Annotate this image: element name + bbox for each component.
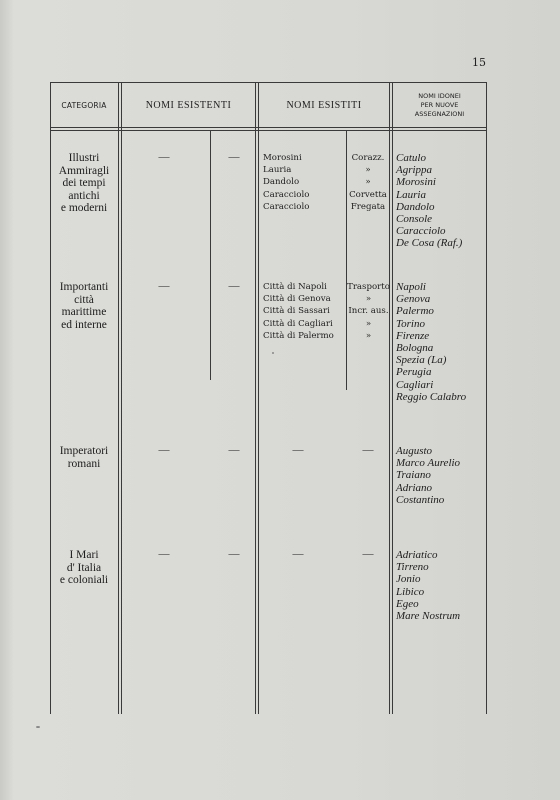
esistenti-dash: — xyxy=(158,548,170,560)
list-item: Città di Genova xyxy=(263,294,331,305)
list-item: Dandolo xyxy=(263,177,300,188)
esistenti-dash: — xyxy=(158,444,170,456)
list-item: Città di Cagliari xyxy=(263,318,333,329)
list-item: Trasporto xyxy=(347,282,390,292)
category-line: ed interne xyxy=(61,318,107,331)
list-item: Città di Napoli xyxy=(263,282,327,292)
list-item: Torino xyxy=(396,317,425,330)
category-line: Imperatori xyxy=(59,445,109,457)
list-item: » xyxy=(365,318,372,329)
list-item: De Cosa (Raf.) xyxy=(396,237,463,250)
esistenti-dash: — xyxy=(158,151,170,163)
esistiti-dash: — xyxy=(362,444,374,456)
esistiti-dash: — xyxy=(292,548,304,560)
esistiti-names-list xyxy=(263,152,345,213)
list-item: Costantino xyxy=(396,493,445,506)
header-nomi-idonei xyxy=(393,82,486,128)
list-item: Jonio xyxy=(396,573,421,586)
header-nomi-esistenti: NOMI ESISTENTI xyxy=(145,99,232,111)
list-item: Palermo xyxy=(396,305,434,318)
category-line: Ammiragli xyxy=(58,164,110,177)
category-line: I Mari xyxy=(69,549,99,561)
list-item: Mare Nostrum xyxy=(396,610,461,623)
esistiti-dash: — xyxy=(292,444,304,456)
category-line: Illustri xyxy=(68,152,100,164)
list-item: Morosini xyxy=(396,176,436,189)
list-item: Console xyxy=(396,213,433,226)
list-item: Perugia xyxy=(396,366,432,379)
list-item: Napoli xyxy=(396,281,426,293)
list-item: Reggio Calabro xyxy=(396,390,467,403)
category-cell xyxy=(50,549,118,587)
category-line: città xyxy=(74,293,94,306)
list-item: Catulo xyxy=(396,152,426,164)
list-item: » xyxy=(365,177,371,188)
scan-speck xyxy=(272,352,274,354)
esistiti-types-list xyxy=(347,281,390,342)
header-rule-2 xyxy=(50,130,487,131)
list-item: Adriatico xyxy=(396,549,438,561)
header-categoria: CATEGORIA xyxy=(61,100,107,110)
names-table xyxy=(50,82,487,714)
esistenti-dash: — xyxy=(228,280,240,292)
list-item: Tirreno xyxy=(396,561,429,574)
col-rule-esistenti xyxy=(255,82,256,714)
list-item: Incr. aus. xyxy=(348,306,389,317)
header-nomi-idonei-line: PER NUOVE xyxy=(420,100,459,109)
page-number: 15 xyxy=(472,56,486,69)
list-item: Caracciolo xyxy=(396,225,446,238)
list-item: Fregata xyxy=(350,201,386,212)
list-item: Marco Aurelio xyxy=(396,457,461,470)
esistiti-names-list xyxy=(263,281,347,342)
list-item: Egeo xyxy=(396,597,419,610)
category-line: e coloniali xyxy=(59,574,109,586)
list-item: Bologna xyxy=(396,342,434,355)
new-names-list xyxy=(396,281,466,403)
list-item: Caracciolo xyxy=(263,189,310,200)
esistenti-dash: — xyxy=(228,548,240,560)
list-item: Firenze xyxy=(396,329,430,342)
esistenti-dash: — xyxy=(228,151,240,163)
esistiti-dash: — xyxy=(362,548,374,560)
category-line: antichi xyxy=(68,189,100,202)
scan-speck xyxy=(36,726,40,728)
list-item: » xyxy=(365,165,371,176)
category-line: d' Italia xyxy=(66,561,102,574)
col-rule-esistenti-mid xyxy=(210,130,211,380)
list-item: Città di Palermo xyxy=(263,330,334,341)
category-cell xyxy=(50,445,118,470)
list-item: Cagliari xyxy=(396,378,434,391)
list-item: Traiano xyxy=(396,469,431,482)
list-item: Lauria xyxy=(263,165,292,176)
list-item: Spezia (La) xyxy=(396,354,447,367)
new-names-list xyxy=(396,549,460,622)
col-rule-categoria xyxy=(118,82,119,714)
col-rule-right xyxy=(486,82,487,714)
list-item: Corvetta xyxy=(349,189,387,200)
list-item: Genova xyxy=(396,293,431,306)
list-item: Caracciolo xyxy=(263,201,310,212)
category-cell xyxy=(50,281,118,331)
list-item: Corazz. xyxy=(351,153,385,163)
list-item: Agrippa xyxy=(396,164,433,177)
category-cell xyxy=(50,152,118,215)
new-names-list xyxy=(396,152,462,250)
col-rule-esistenti-double xyxy=(258,82,259,714)
list-item: Augusto xyxy=(396,445,433,457)
esistenti-dash: — xyxy=(228,444,240,456)
list-item: » xyxy=(365,330,372,341)
list-item: Morosini xyxy=(263,153,302,163)
list-item: Dandolo xyxy=(396,200,435,213)
list-item: Lauria xyxy=(396,188,426,201)
esistiti-types-list xyxy=(347,152,389,213)
header-nomi-esistiti: NOMI ESISTITI xyxy=(286,99,362,111)
category-line: Importanti xyxy=(59,281,109,293)
category-line: dei tempi xyxy=(62,177,106,189)
list-item: Città di Sassari xyxy=(263,306,330,317)
col-rule-categoria-double xyxy=(121,82,122,714)
category-line: e moderni xyxy=(60,202,108,214)
category-line: marittime xyxy=(61,306,107,318)
esistenti-dash: — xyxy=(158,280,170,292)
list-item: Adriano xyxy=(396,481,433,494)
header-nomi-idonei-line: ASSEGNAZIONI xyxy=(414,109,465,118)
col-rule-esistiti xyxy=(389,82,390,714)
category-line: romani xyxy=(67,457,101,470)
col-rule-esistiti-double xyxy=(392,82,393,714)
list-item: » xyxy=(365,294,372,305)
header-nomi-idonei-line: NOMI IDONEI xyxy=(418,91,461,100)
list-item: Libico xyxy=(396,585,425,598)
new-names-list xyxy=(396,445,460,506)
